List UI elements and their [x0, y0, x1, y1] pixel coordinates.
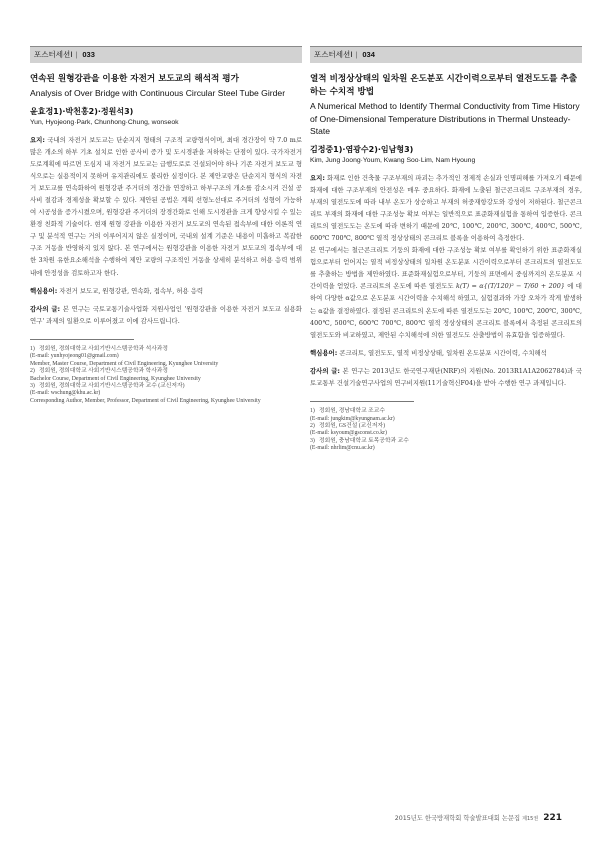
keywords-label: 핵심용어: — [310, 348, 338, 357]
footnote: 3) 정회원, 경희대학교 사회기반시스템공학과 교수 (교신저자) (E-mail: wschung@khu.ac.kr) Corresponding Author, Member, Professor, Department of Civil Engineering, Kyunghee University — [30, 382, 261, 404]
volume-label: 제15권 — [522, 816, 539, 822]
keywords-text: 콘크리트, 열전도도, 열적 비정상상태, 일차원 온도분포 시간이력, 수치해석 — [339, 348, 547, 357]
footnote-divider — [30, 339, 134, 340]
article-title-english: A Numerical Method to Identify Thermal Conductivity from Time History of One-Dimensional Temperature Distributions in Thermal Unsteady-State — [310, 101, 580, 136]
keywords-text: 자전거 보도교, 원형강관, 연속화, 접속부, 허용 응력 — [59, 286, 204, 295]
footnote: 2) 정회원, 경희대학교 사회기반시스템공학과 학사과정 Bachelor Course, Department of Civil Engineering, Kyunghee University — [30, 368, 201, 382]
footnote: 3) 정회원, 충남대학교 토목공학과 교수 (E-mail: nhrlim@cnu.ac.kr) — [310, 437, 409, 452]
session-header: 포스터세션Ⅰ | 033 — [30, 46, 302, 63]
keywords-label: 핵심용어: — [30, 286, 58, 295]
session-code: 034 — [362, 50, 375, 59]
acknowledgement-label: 감사의 글: — [30, 304, 61, 313]
authors-korean: 윤효정1)·박천홍2)·정원석3) — [30, 106, 134, 116]
proceedings-title: 2015년도 한국방재학회 학술발표대회 논문집 — [394, 815, 521, 822]
page-footer — [395, 813, 562, 823]
authors-english: Yun, Hyojeong·Park, Chunhong·Chung, wonseok — [30, 118, 179, 126]
abstract-label: 요지: — [310, 173, 325, 182]
abstract-text: 화재로 인한 건축물 구조부재의 파괴는 추가적인 경제적 손실과 인명피해를 가져오기 때문에 화재에 대한 구조부재의 안전성은 매우 중요하다. 화재에 노출된 철근콘크리트 구조부재의 경우, 부재의 열전도도에 따라 내부 온도가 상승하고 부재의 허중재항강도와 강성이 저하된다. 철근콘크리트 부재의 화재에 대한 구조성능 확보 여부는 일반적으로 표준화재실험을 통하여 입증한다. 콘크리트의 열전도도는 온도에 따라 변하기 때문에 20℃, 100℃, 200℃, 300℃, 400℃, 500℃, 600℃ 700℃, 800℃ 열적 정상상태의 콘크리트 블록을 이용하여 측정한다. — [310, 173, 582, 242]
acknowledgement-text: 본 연구는 2013년도 한국연구재단(NRF)의 지원(No. 2013R1A1A2062784)과 국토교통부 건설기술연구사업의 연구비지원(11기술혁신F04)을 받아 수행한 연구 과제입니다. — [310, 366, 582, 387]
acknowledgement-label: 감사의 글: — [310, 366, 340, 375]
footnote: 1) 정회원, 경남대학교 조교수 (E-mail: jungkim@kyungnam.ac.kr) — [310, 408, 395, 422]
authors-korean: 김정중1)·염광수2)·임남형3) — [310, 144, 414, 154]
keywords — [310, 347, 582, 359]
acknowledgement-text: 본 연구는 국토교통기술사업화 지원사업인 '원형강관을 이용한 자전거 보도교 실용화 연구' 과제의 일환으로 이루어졌고 이에 감사드립니다. — [30, 304, 302, 325]
acknowledgement — [30, 303, 302, 327]
page-number: 221 — [543, 813, 562, 823]
keywords — [30, 285, 302, 297]
footnote-divider — [310, 401, 414, 402]
abstract-text: 본 연구에서는 철근콘크리트 기둥의 화재에 대한 구조성능 확보 여부를 확인하기 위한 표준화재실험으로부터 얻어지는 열적 비정상상태의 일차원 온도분포 시간이력으로부터 콘크리트의 열전도도를 추출하는 방법을 제안하였다. 표준화재실험으로부터, 기둥의 표면에서 중심까지의 온도분포 시간이력을 얻었다. 콘크리트의 온도에 따른 열전도도 — [310, 246, 582, 291]
left-article — [30, 46, 302, 405]
abstract-text: 국내의 자전거 보도교는 단순지지 형태의 구조적 교량형식이며, 최대 경간장이 약 7.0 m로 많은 개소의 하부 기초 설치로 인한 공사비 증가 및 도시경관을 저하하는 단점이 있다. 국가자전거도로계획에 따르면 도심지 내 자전거 보도교는 급행도로로 건설되어야 하나 기존 자전거 보도교 형식으로는 실용적이지 못하며 유지관리에도 불리한 실정이다. 본 제안교량은 단순지지 형식의 자전거 보도교를 연속화하여 원형강관 주거더의 경간을 연장하고 하부구조의 개소를 감소시켜 건설 공사비 절감과 경제성을 확보할 수 있다. 제안된 공법은 계획 선형노선대로 주거더의 성형이 가능하여 시공성을 증가시켰으며, 원형강관 주거더의 장경간화로 인해 도시경관을 크게 향상시킬 수 있는 환경 친화적 기술이다. 현재 원형 강관을 이용한 자전거 보도교의 연속된 접속부에 대한 이론적 연구 및 분석적 연구는 거의 이루어지지 않은 실정이며, 국내외 설계 기준은 내용이 미흡하고 복잡한 구조 거동을 반영하지 있지 않다. 본 연구에서는 원형강관을 이용한 자전거 보도교의 접속부에 대한 3차원 유한요소해석을 수행하여 제안 교량의 구조적인 거동을 상세히 분석하고 허용 응력 범위 내에 안정성을 검토하고자 한다. — [30, 135, 302, 277]
footnotes — [310, 408, 582, 452]
footnotes — [30, 346, 302, 405]
abstract — [310, 172, 582, 245]
footnote: 1) 정회원, 경희대학교 사회기반시스템공학과 석사과정 (E-mail: yunhyojeong01@gmail.com) Member, Master Course, Department of Civil Engineering, Kyunghee University — [30, 345, 219, 367]
footnote: 2) 정회원, GS건설 (교신저자) (E-mail: ksyoum@gsconst.co.kr) — [310, 422, 387, 437]
abstract-text: 에 대하여 다양한 α값으로 온도분포 시간이력을 수치해석 하였고, 실험결과와 가장 오차가 작게 발생하는 α값을 결정하였다. 결정된 콘크리트의 온도에 따른 열전도도는 20℃, 100℃, 200℃, 300℃, 400℃, 500℃, 600℃ 700℃, 800℃ 열적 정상상태의 콘크리트 블록에서 측정된 콘크리트의 열전도도와 비교하였고, 제안된 수치해석에 의한 열전도도 산출방법이 유효함을 입증하였다. — [310, 282, 582, 339]
authors-english: Kim, Jung Joong·Youm, Kwang Soo·Lim, Nam Hyoung — [310, 156, 476, 164]
acknowledgement — [310, 365, 582, 389]
abstract — [30, 134, 302, 279]
abstract-continued — [310, 244, 582, 341]
session-header: 포스터세션Ⅰ | 034 — [310, 46, 582, 63]
article-title-korean: 열적 비정상상태의 일차원 온도분포 시간이력으로부터 열전도도를 추출하는 수치적 방법 — [310, 74, 577, 97]
article-title-english: Analysis of Over Bridge with Continuous Circular Steel Tube Girder — [30, 88, 286, 98]
article-title-korean: 연속된 원형강관을 이용한 자전거 보도교의 해석적 평가 — [30, 74, 239, 84]
right-article — [310, 46, 582, 453]
session-label: 포스터세션Ⅰ — [314, 50, 353, 59]
session-code: 033 — [82, 50, 95, 59]
session-label: 포스터세션Ⅰ — [34, 50, 73, 59]
abstract-label: 요지: — [30, 135, 45, 144]
conductivity-formula: k(T) = α{(T/120)² − T/60 + 200} — [456, 282, 565, 291]
